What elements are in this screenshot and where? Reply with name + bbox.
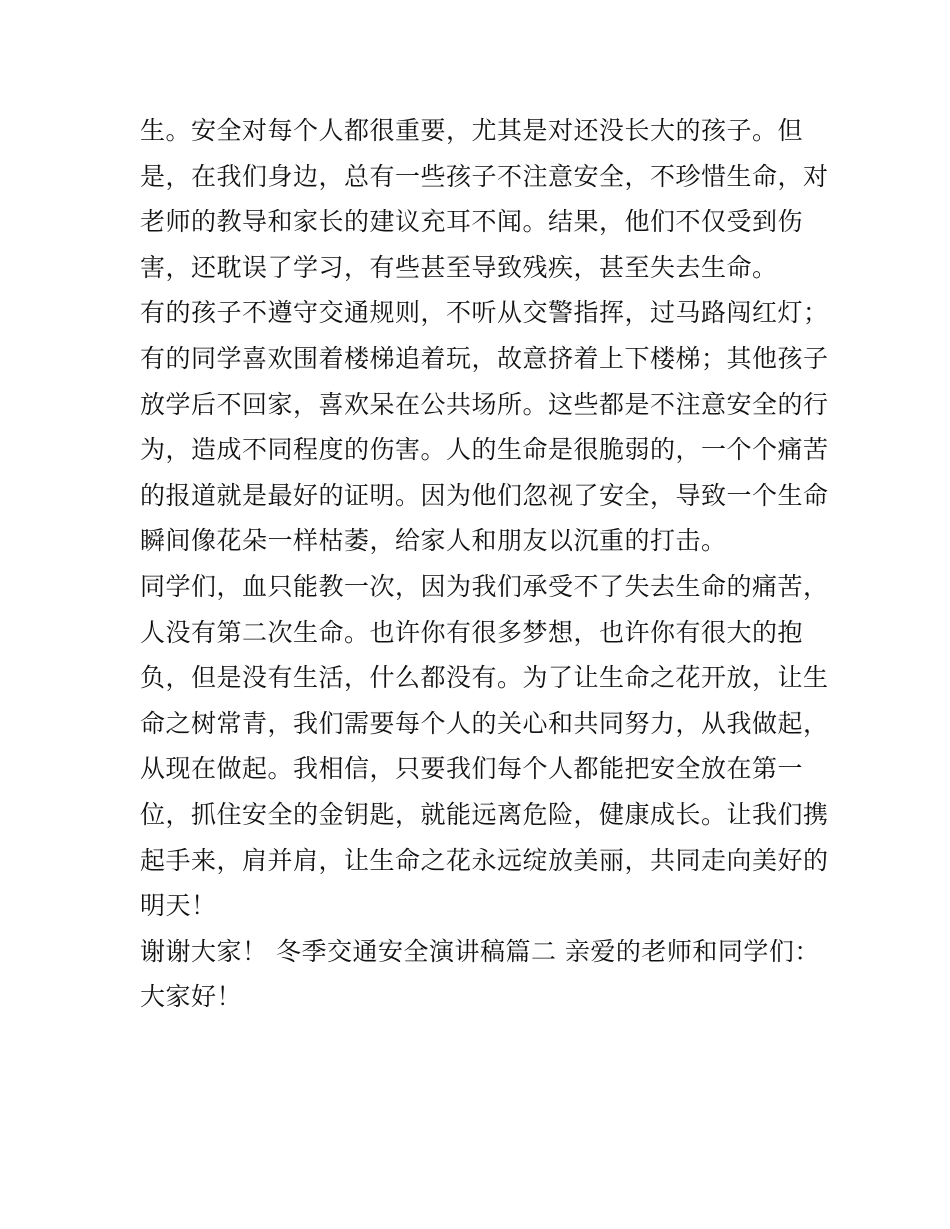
text-line: 同学们，血只能教一次，因为我们承受不了失去生命的痛苦， — [140, 571, 829, 601]
text-line: 起手来，肩并肩，让生命之花永远绽放美丽，共同走向美好的 — [140, 845, 829, 875]
text-line: 位，抓住安全的金钥匙，就能远离危险，健康成长。让我们携 — [140, 799, 829, 829]
text-line: 害，还耽误了学习，有些甚至导致残疾，甚至失去生命。 — [140, 252, 778, 282]
text-line: 有的同学喜欢围着楼梯追着玩，故意挤着上下楼梯；其他孩子 — [140, 343, 829, 373]
text-line: 是，在我们身边，总有一些孩子不注意安全，不珍惜生命，对 — [140, 161, 829, 191]
text-line: 老师的教导和家长的建议充耳不闻。结果，他们不仅受到伤 — [140, 207, 804, 237]
text-line: 的报道就是最好的证明。因为他们忽视了安全，导致一个生命 — [140, 480, 829, 510]
text-line: 负，但是没有生活，什么都没有。为了让生命之花开放，让生 — [140, 663, 829, 693]
text-line: 有的孩子不遵守交通规则，不听从交警指挥，过马路闯红灯； — [140, 298, 829, 328]
text-line: 谢谢大家！ 冬季交通安全演讲稿篇二 亲爱的老师和同学们： — [140, 936, 820, 966]
text-line: 明天！ — [140, 891, 217, 921]
document-body — [140, 108, 829, 1020]
text-line: 生。安全对每个人都很重要，尤其是对还没长大的孩子。但 — [140, 116, 804, 145]
text-line: 为，造成不同程度的伤害。人的生命是很脆弱的，一个个痛苦 — [140, 435, 829, 465]
text-line: 大家好！ — [140, 982, 243, 1012]
text-line: 命之树常青，我们需要每个人的关心和共同努力，从我做起， — [140, 708, 829, 738]
text-line: 放学后不回家，喜欢呆在公共场所。这些都是不注意安全的行 — [140, 389, 829, 419]
text-line: 从现在做起。我相信，只要我们每个人都能把安全放在第一 — [140, 754, 804, 784]
text-line: 人没有第二次生命。也许你有很多梦想，也许你有很大的抱 — [140, 617, 804, 647]
text-line: 瞬间像花朵一样枯萎，给家人和朋友以沉重的打击。 — [140, 526, 727, 556]
